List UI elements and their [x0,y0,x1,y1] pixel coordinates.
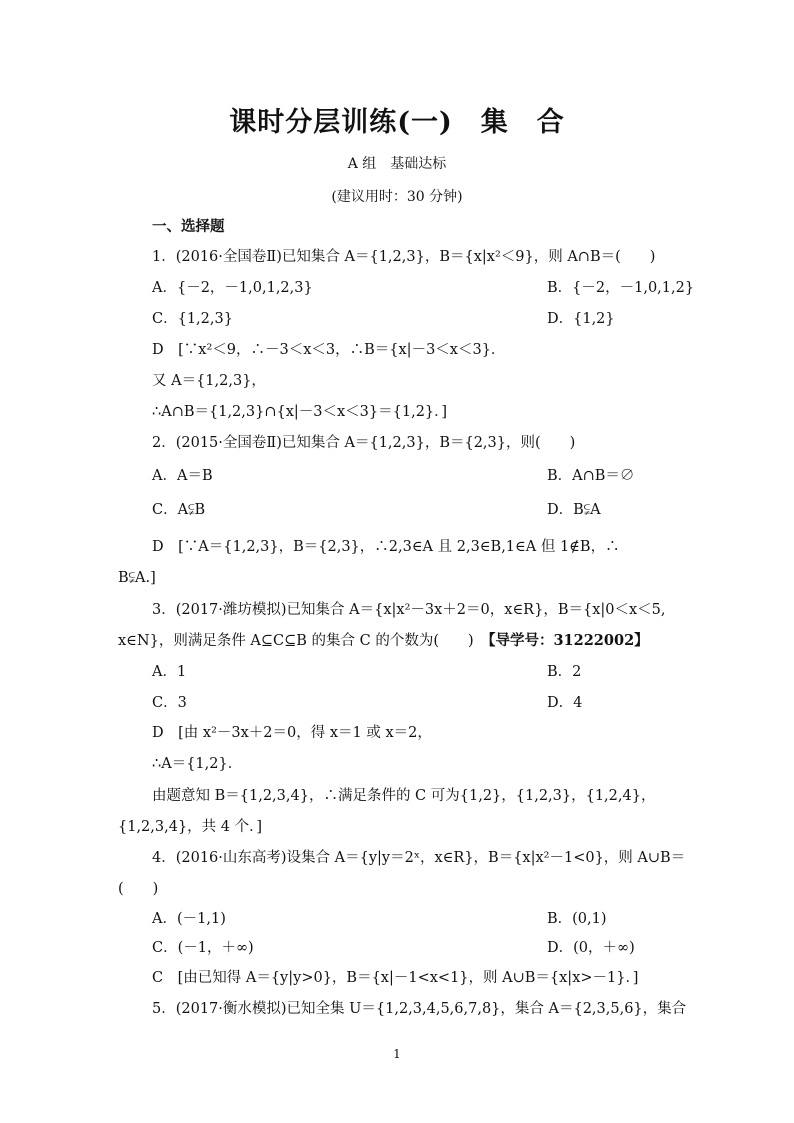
q2-option-a: A．A＝B B．A∩B＝∅ [152,468,635,484]
q2-stem: 2．(2015·全国卷Ⅱ)已知集合 A＝{1,2,3}，B＝{2,3}，则( ) [152,435,576,451]
q1-option-d: D．{1,2} [547,311,615,327]
q1-solution-1: D [∵x²＜9，∴－3＜x＜3，∴B＝{x|－3＜x＜3}． [152,342,506,358]
q4-option-a: A．(－1,1) B．(0,1) [152,911,607,927]
q3-solution-2: ∴A＝{1,2}． [152,756,243,772]
q2-option-b: B．A∩B＝∅ [547,468,635,484]
q1-solution-2: 又 A＝{1,2,3}， [152,373,266,389]
q3-stem-1: 3．(2017·潍坊模拟)已知集合 A＝{x|x²－3x＋2＝0，x∈R}，B＝{x|0＜x＜5, [152,602,666,618]
q2-solution-1: D [∵A＝{1,2,3}，B＝{2,3}，∴2,3∈A 且 2,3∈B,1∈A 但 1∉B，∴ [152,539,620,555]
q3-option-a: A．1 B．2 [152,664,582,680]
q2-option-c: C．A⫋B D．B⫋A [152,502,601,518]
q1-option-c: C．{1,2,3} D．{1,2} [152,311,615,327]
q3-solution-1: D [由 x²－3x＋2＝0，得 x＝1 或 x＝2， [152,725,432,741]
guide-number: 【导学号：31222002】 [488,632,649,649]
q5-stem-1: 5．(2017·衡水模拟)已知全集 U＝{1,2,3,4,5,6,7,8}，集合 A＝{2,3,5,6}，集合 [152,1001,687,1017]
group-label: A 组 基础达标 [347,156,447,172]
q4-solution-1: C [由已知得 A＝{y|y>0}，B＝{x|－1<x<1}，则 A∪B＝{x|x>－1}．] [152,970,639,986]
q4-stem-2: ( ) [118,881,159,897]
q4-option-d: D．(0，＋∞) [547,940,635,956]
q3-option-c: C．3 D．4 [152,695,583,711]
q4-option-b: B．(0,1) [547,911,607,927]
q3-solution-4: {1,2,3,4}，共 4 个．] [118,819,263,835]
q1-stem: 1．(2016·全国卷Ⅱ)已知集合 A＝{1,2,3}，B＝{x|x²＜9}，则 A∩B＝( ) [152,249,656,265]
q4-option-c: C．(－1，＋∞) D．(0，＋∞) [152,940,635,956]
page-number: 1 [393,1047,401,1061]
section-heading: 一、选择题 [152,218,225,235]
q2-option-d: D．B⫋A [547,502,601,518]
q3-option-b: B．2 [547,664,582,680]
q2-solution-2: B⫋A.] [118,570,156,586]
q4-stem-1: 4．(2016·山东高考)设集合 A＝{y|y＝2ˣ，x∈R}，B＝{x|x²－1<0}，则 A∪B＝ [152,850,686,866]
q1-solution-3: ∴A∩B＝{1,2,3}∩{x|－3＜x＜3}＝{1,2}．] [152,404,448,420]
time-note: (建议用时：30 分钟) [331,189,463,205]
q1-option-a: A．{－2，－1,0,1,2,3} B．{－2，－1,0,1,2} [152,280,695,296]
q3-stem-2: x∈N}，则满足条件 A⊆C⊆B 的集合 C 的个数为( ) 【导学号：31222002】 [118,632,649,649]
q3-option-d: D．4 [547,695,583,711]
q1-option-b: B．{－2，－1,0,1,2} [547,280,695,296]
page-title: 课时分层训练(一) 集 合 [229,107,565,138]
q3-solution-3: 由题意知 B＝{1,2,3,4}，∴满足条件的 C 可为{1,2}，{1,2,3}，{1,2,4}， [152,788,656,804]
